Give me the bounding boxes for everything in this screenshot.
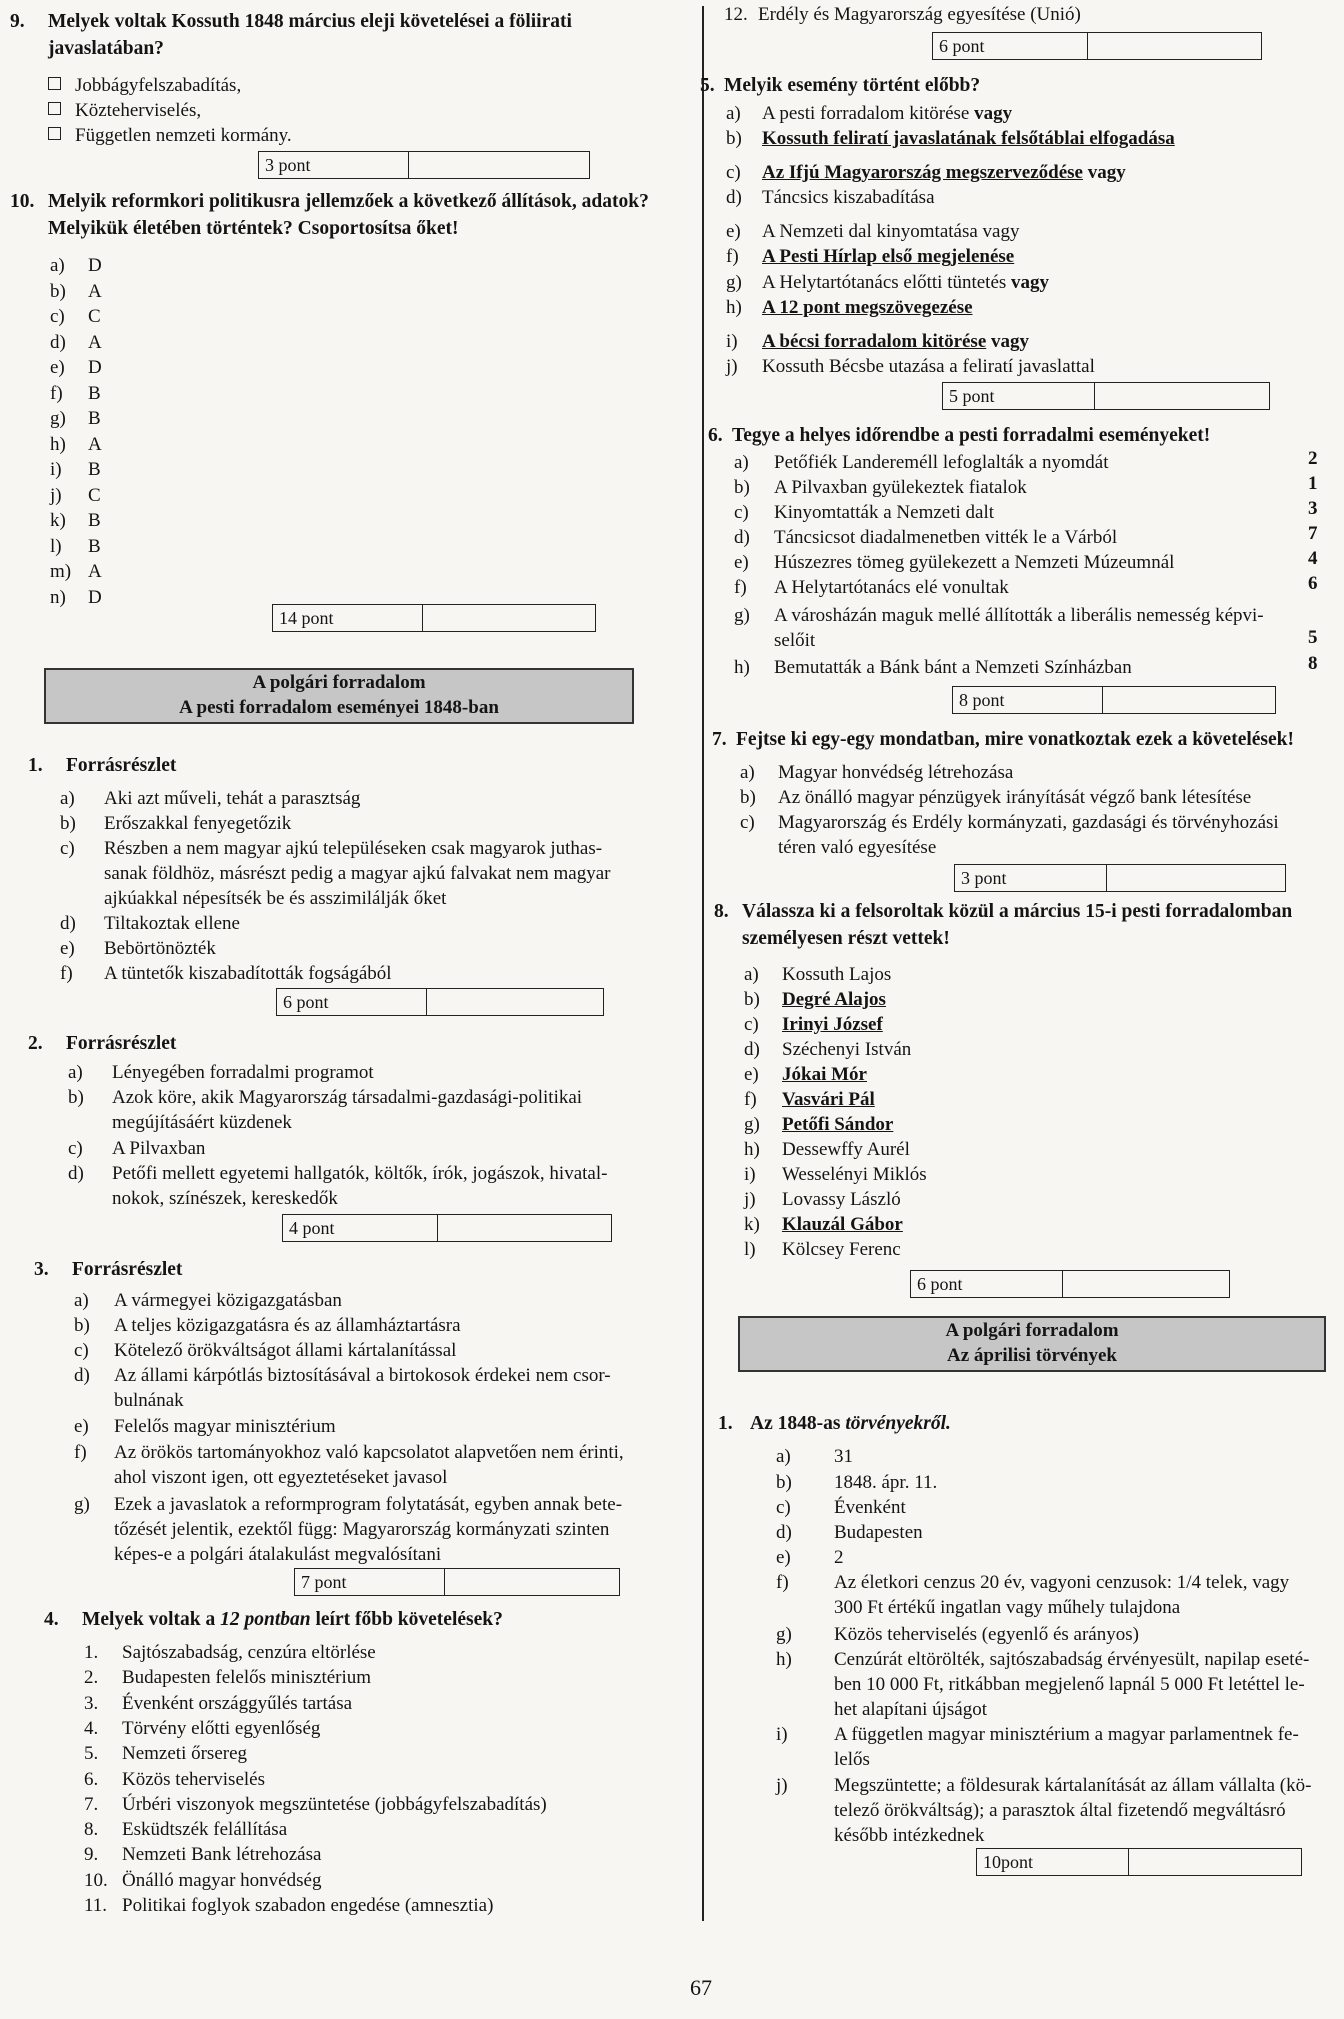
- list-item: a) A vármegyei közigazgatásban: [74, 1288, 664, 1313]
- list-item: a) D: [50, 255, 102, 276]
- list-item: c) Kinyomtatták a Nemzeti dalt 3: [734, 500, 1324, 525]
- list-item: a) Petőfiék Landereméll lefoglalták a nyomdát 2: [734, 450, 1324, 475]
- checkbox-icon[interactable]: [48, 77, 61, 90]
- item-text: Cenzúrát eltörölték, sajtószabadság érvényesült, napilap eseté-: [834, 1649, 1310, 1670]
- item-text: képes-e a polgári átalakulást megvalósítani: [114, 1544, 442, 1565]
- item-text: Erőszakkal fenyegetőzik: [104, 813, 292, 834]
- list-item: c) Évenként: [776, 1495, 1341, 1520]
- list-item: b) 1848. ápr. 11.: [776, 1470, 1341, 1495]
- list-item: l) B: [50, 535, 101, 557]
- item-text: Kötelező örökváltságot állami kártalanítással: [114, 1340, 457, 1361]
- item-text: Petőfi mellett egyetemi hallgatók, költők, írók, jogászok, hivatal-: [112, 1163, 608, 1184]
- score-box: 4 pont: [282, 1214, 612, 1242]
- item-text: Az önálló magyar pénzügyek irányítását végző bank létesítése: [778, 787, 1252, 808]
- list-item: c) Irinyi József: [744, 1012, 1304, 1037]
- question-text: Melyek voltak Kossuth 1848 március eleji követelései a föliirati javaslatában?: [48, 11, 572, 59]
- list-item: c) Magyarország és Erdély kormányzati, gazdasági és törvényhozási téren való egyesítése: [740, 810, 1330, 860]
- list-item: b) A Pilvaxban gyülekeztek fiatalok 1: [734, 475, 1324, 500]
- item-text: Megszüntette; a földesurak kártalanítását az állam vállalta (kö-: [834, 1775, 1312, 1796]
- item-text: Nemzeti Bank létrehozása: [122, 1844, 322, 1866]
- item-text: Táncsics kiszabadítása: [762, 187, 935, 208]
- list-item: g) A Helytartótanács előtti tüntetés vagy: [726, 272, 1050, 293]
- order-number: 2: [1308, 448, 1318, 469]
- list-item: 4. Törvény előtti egyenlőség: [84, 1716, 644, 1741]
- item-text: Húszezres tömeg gyülekezett a Nemzeti Múzeumnál: [774, 552, 1175, 573]
- score-box: 3 pont: [258, 151, 590, 179]
- item-text: tőzését jelentik, ezektől függ: Magyarország kormányzati szinten: [114, 1519, 610, 1540]
- list-item: f) Az életkori cenzus 20 év, vagyoni cenzusok: 1/4 telek, vagy 300 Ft értékű ingatlan vagy műhely tulajdona: [776, 1570, 1341, 1620]
- list-item: b) Kossuth feliratí javaslatának felsőtáblai elfogadása: [726, 126, 1326, 151]
- checkbox-icon[interactable]: [48, 102, 61, 115]
- list-item: l) Kölcsey Ferenc: [744, 1237, 1304, 1262]
- list-item: f) Vasvári Pál: [744, 1087, 1304, 1112]
- item-text: Nemzeti őrsereg: [122, 1743, 248, 1765]
- item-text: Azok köre, akik Magyarország társadalmi-gazdasági-politikai: [112, 1087, 583, 1108]
- item-text: Klauzál Gábor: [782, 1214, 903, 1235]
- list-item: i) B: [50, 459, 101, 480]
- item-text: 2: [834, 1547, 844, 1568]
- list-item: c) Az Ifjú Magyarország megszerveződése vagy: [726, 162, 1126, 183]
- question-number: 9.: [10, 11, 25, 32]
- list-item: k) Klauzál Gábor: [744, 1212, 1304, 1237]
- score-box: 10pont: [976, 1848, 1302, 1876]
- list-item: 8. Esküdtszék felállítása: [84, 1817, 644, 1842]
- list-item: b) Azok köre, akik Magyarország társadalmi-gazdasági-politikai megújításáért küzdenek: [68, 1085, 658, 1135]
- list-item: 11. Politikai foglyok szabadon engedése (amnesztia): [84, 1893, 644, 1918]
- order-number: 7: [1308, 523, 1318, 544]
- item-text: Közös teherviselés: [122, 1768, 265, 1790]
- item-text: Kossuth Lajos: [782, 964, 892, 985]
- question-9: [10, 8, 650, 62]
- list-item: d) Tiltakoztak ellene: [60, 911, 660, 936]
- question-6: 6. Tegye a helyes időrendbe a pesti forradalmi eseményeket!: [708, 425, 1211, 446]
- list-item: a) A pesti forradalom kitörése vagy: [726, 103, 1013, 124]
- list-item: c) Kötelező örökváltságot állami kártalanítással: [74, 1338, 664, 1363]
- item-text: Tiltakoztak ellene: [104, 913, 240, 934]
- item-text: ajkúakkal népesítsék be és asszimilálják őket: [104, 888, 447, 909]
- item-text: Magyarország és Erdély kormányzati, gazdasági és törvényhozási: [778, 812, 1279, 833]
- list-item: j) Kossuth Bécsbe utazása a feliratí javaslattal: [726, 354, 1326, 379]
- question-10: [10, 188, 650, 242]
- list-item: 1. Sajtószabadság, cenzúra eltörlése: [84, 1640, 644, 1665]
- list-item: d) Az állami kárpótlás biztosításával a birtokosok érdekei nem csor- bulnának: [74, 1363, 664, 1413]
- section-banner: A polgári forradalom A pesti forradalom eseményei 1848-ban: [44, 668, 634, 724]
- item-text: Táncsicsot diadalmenetben vitték le a Várból: [774, 527, 1118, 548]
- list-item: d) A: [50, 331, 102, 353]
- item-text: A teljes közigazgatásra és az államháztartásra: [114, 1315, 461, 1336]
- list-item: m) A: [50, 561, 102, 582]
- list-item: 2. Budapesten felelős minisztérium: [84, 1665, 644, 1690]
- list-item: h) Dessewffy Aurél: [744, 1137, 1304, 1162]
- list-item: b) Degré Alajos: [744, 987, 1304, 1012]
- list-item: a) 31: [776, 1444, 1341, 1469]
- score-box: 6 pont: [932, 32, 1262, 60]
- list-item: e) Húszezres tömeg gyülekezett a Nemzeti Múzeumnál 4: [734, 550, 1324, 575]
- list-item: 9. Nemzeti Bank létrehozása: [84, 1842, 644, 1867]
- list-item: a) Lényegében forradalmi programot: [68, 1060, 658, 1085]
- item-text: A Helytartótanács elé vonultak: [774, 577, 1009, 598]
- list-item: g) Petőfi Sándor: [744, 1112, 1304, 1137]
- item-text: het alapítani újságot: [834, 1699, 988, 1720]
- list-item: c) Részben a nem magyar ajkú településeken csak magyarok juthas- sanak földhöz, másrészt pedig a magyar ajkú falvakat nem magyar ajkúakkal népesítsék be és asszimilálják őket: [60, 836, 660, 911]
- item-text: 31: [834, 1446, 853, 1467]
- question-text: Melyik reformkori politikusra jellemzőek a következő állítások, adatok? Melyikük életében történtek? Csoportosítsa őket!: [48, 191, 649, 239]
- source-3-heading: 3. Forrásrészlet: [34, 1259, 183, 1280]
- list-item: e) Bebörtönözték: [60, 936, 660, 961]
- list-item: e) Felelős magyar minisztérium: [74, 1414, 664, 1439]
- option-2[interactable]: Közteherviselés,: [48, 98, 201, 123]
- list-item: h) Cenzúrát eltörölték, sajtószabadság érvényesült, napilap eseté- ben 10 000 Ft, ritkábban megjelenő lapnál 5 000 Ft letéttel le- het alapítani újságot: [776, 1647, 1341, 1722]
- item-text: Petőfi Sándor: [782, 1114, 894, 1135]
- list-item: a) Aki azt műveli, tehát a parasztság: [60, 786, 660, 811]
- source-2-heading: 2. Forrásrészlet: [28, 1033, 177, 1054]
- list-item: n) D: [50, 586, 102, 608]
- item-text: Az életkori cenzus 20 év, vagyoni cenzusok: 1/4 telek, vagy: [834, 1572, 1290, 1593]
- item-text: megújításáért küzdenek: [112, 1112, 292, 1133]
- item-text: Közös teherviselés (egyenlő és arányos): [834, 1624, 1139, 1645]
- item-text: sanak földhöz, másrészt pedig a magyar ajkú falvakat nem magyar: [104, 863, 611, 884]
- list-item: h) A 12 pont megszövegezése: [726, 295, 1326, 320]
- item-text: Kossuth Bécsbe utazása a feliratí javaslattal: [762, 356, 1095, 377]
- list-item: c) C: [50, 306, 101, 327]
- question-8: 8. Válassza ki a felsoroltak közül a március 15-i pesti forradalomban személyesen részt vettek!: [714, 901, 1293, 949]
- item-text: A 12 pont megszövegezése: [762, 297, 973, 318]
- item-text: Lényegében forradalmi programot: [112, 1062, 374, 1083]
- item-text: Dessewffy Aurél: [782, 1139, 910, 1160]
- option-3[interactable]: Független nemzeti kormány.: [48, 123, 292, 148]
- item-text: A Pilvaxban: [112, 1138, 206, 1159]
- list-item: 12. Erdély és Magyarország egyesítése (Unió): [724, 4, 1081, 25]
- item-text: selőit: [774, 630, 816, 651]
- score-box: 7 pont: [294, 1568, 620, 1596]
- item-text: Budapesten felelős minisztérium: [122, 1667, 372, 1689]
- list-item: 5. Nemzeti őrsereg: [84, 1741, 644, 1766]
- item-text: Önálló magyar honvédség: [122, 1869, 322, 1891]
- item-text: A tüntetők kiszabadították fogságából: [104, 963, 392, 984]
- list-item: b) Erőszakkal fenyegetőzik: [60, 811, 660, 836]
- option-1[interactable]: Jobbágyfelszabadítás,: [48, 73, 241, 98]
- item-text: Vasvári Pál: [782, 1089, 875, 1110]
- item-text: telező örökváltság); a parasztok által fizetendő megváltásró: [834, 1800, 1286, 1821]
- left-column: [0, 0, 660, 2019]
- item-text: Évenként országgyűlés tartása: [122, 1692, 353, 1714]
- list-item: j) C: [50, 484, 101, 506]
- item-text: Wesselényi Miklós: [782, 1164, 927, 1185]
- source-1-heading: 1. Forrásrészlet: [28, 755, 177, 776]
- right-column: [700, 0, 1344, 2019]
- checkbox-icon[interactable]: [48, 127, 61, 140]
- score-box: 5 pont: [942, 382, 1270, 410]
- list-item: 7. Úrbéri viszonyok megszüntetése (jobbágyfelszabadítás): [84, 1792, 644, 1817]
- item-text: A vármegyei közigazgatásban: [114, 1290, 342, 1311]
- item-text: Bemutatták a Bánk bánt a Nemzeti Színházban: [774, 657, 1132, 678]
- item-text: Irinyi József: [782, 1014, 883, 1035]
- order-number: 3: [1308, 498, 1318, 519]
- item-text: ben 10 000 Ft, ritkábban megjelenő lapnál 5 000 Ft letéttel le-: [834, 1674, 1305, 1695]
- question-5: 5. Melyik esemény történt előbb?: [700, 75, 981, 96]
- list-item: h) Bemutatták a Bánk bánt a Nemzeti Színházban 8: [734, 655, 1324, 680]
- item-text: Az állami kárpótlás biztosításával a birtokosok érdekei nem csor-: [114, 1365, 611, 1386]
- list-item: f) A tüntetők kiszabadították fogságából: [60, 961, 660, 986]
- item-text: Úrbéri viszonyok megszüntetése (jobbágyfelszabadítás): [122, 1793, 547, 1815]
- item-text: Az örökös tartományokhoz való kapcsolatot alapvetően nem érinti,: [114, 1442, 624, 1463]
- item-text: 1848. ápr. 11.: [834, 1472, 938, 1493]
- item-text: Bebörtönözték: [104, 938, 216, 959]
- item-text: Kinyomtatták a Nemzeti dalt: [774, 502, 995, 523]
- section-banner: A polgári forradalom Az áprilisi törvények: [738, 1316, 1326, 1372]
- item-text: később intézkednek: [834, 1825, 985, 1846]
- list-item: d) Budapesten: [776, 1520, 1341, 1545]
- list-item: i) Wesselényi Miklós: [744, 1162, 1304, 1187]
- list-item: f) A Helytartótanács elé vonultak 6: [734, 575, 1324, 600]
- item-text: Degré Alajos: [782, 989, 886, 1010]
- item-text: 300 Ft értékű ingatlan vagy műhely tulajdona: [834, 1597, 1181, 1618]
- item-text: Széchenyi István: [782, 1039, 912, 1060]
- item-text: Kossuth feliratí javaslatának felsőtáblai elfogadása: [762, 128, 1175, 149]
- question-7: 7. Fejtse ki egy-egy mondatban, mire vonatkoztak ezek a követelések!: [712, 729, 1295, 750]
- order-number: 8: [1308, 653, 1318, 674]
- item-text: Részben a nem magyar ajkú településeken csak magyarok juthas-: [104, 838, 603, 859]
- april-laws-question-1: 1. Az 1848-as törvényekről.: [718, 1413, 951, 1434]
- list-item: b) A teljes közigazgatásra és az államháztartásra: [74, 1313, 664, 1338]
- order-number: 4: [1308, 548, 1318, 569]
- list-item: 6. Közös teherviselés: [84, 1767, 644, 1792]
- list-item: g) Ezek a javaslatok a reformprogram folytatását, egyben annak bete- tőzését jelentik, ezektől függ: Magyarország kormányzati szinten képes-e a polgári átalakulást megvalósítani: [74, 1492, 664, 1567]
- question-number: 10.: [10, 191, 35, 212]
- list-item: f) B: [50, 382, 101, 404]
- list-item: e) 2: [776, 1545, 1341, 1570]
- list-item: e) Jókai Mór: [744, 1062, 1304, 1087]
- list-item: c) A Pilvaxban: [68, 1136, 658, 1161]
- list-item: g) Közös teherviselés (egyenlő és arányos): [776, 1622, 1341, 1647]
- list-item: i) A független magyar minisztérium a magyar parlamentnek fe- lelős: [776, 1722, 1341, 1772]
- item-text: A Pilvaxban gyülekeztek fiatalok: [774, 477, 1027, 498]
- list-item: f) Az örökös tartományokhoz való kapcsolatot alapvetően nem érinti, ahol viszont igen, ott egyeztetéseket javasol: [74, 1440, 664, 1490]
- list-item: g) A városházán maguk mellé állították a liberális nemesség képvi- selőit 5: [734, 603, 1324, 653]
- score-box: 6 pont: [910, 1270, 1230, 1298]
- page-number: 67: [690, 1975, 712, 2000]
- item-text: lelős: [834, 1749, 870, 1770]
- order-number: 1: [1308, 473, 1318, 494]
- list-item: d) Széchenyi István: [744, 1037, 1304, 1062]
- item-text: Törvény előtti egyenlőség: [122, 1717, 321, 1739]
- item-text: Ezek a javaslatok a reformprogram folytatását, egyben annak bete-: [114, 1494, 623, 1515]
- question-4: 4. Melyek voltak a 12 pontban leírt főbb követelések?: [44, 1609, 503, 1630]
- score-box: 8 pont: [952, 686, 1276, 714]
- item-text: Kölcsey Ferenc: [782, 1239, 901, 1260]
- item-text: bulnának: [114, 1390, 184, 1411]
- item-text: Politikai foglyok szabadon engedése (amnesztia): [122, 1895, 494, 1916]
- order-number: 5: [1308, 627, 1318, 648]
- list-item: j) Megszüntette; a földesurak kártalanítását az állam vállalta (kö- telező örökváltság); a parasztok által fizetendő megváltásró később intézkednek: [776, 1773, 1341, 1848]
- item-text: ahol viszont igen, ott egyeztetéseket javasol: [114, 1467, 448, 1488]
- item-text: A Nemzeti dal kinyomtatása vagy: [762, 221, 1020, 242]
- item-text: téren való egyesítése: [778, 837, 937, 858]
- list-item: j) Lovassy László: [744, 1187, 1304, 1212]
- list-item: e) D: [50, 357, 102, 378]
- item-text: A Pesti Hírlap első megjelenése: [762, 246, 1015, 267]
- list-item: k) B: [50, 510, 101, 531]
- order-number: 6: [1308, 573, 1318, 594]
- item-text: Felelős magyar minisztérium: [114, 1416, 336, 1437]
- list-item: 10. Önálló magyar honvédség: [84, 1868, 644, 1893]
- score-box: 3 pont: [954, 864, 1286, 892]
- list-item: h) A: [50, 433, 102, 455]
- item-text: A független magyar minisztérium a magyar parlamentnek fe-: [834, 1724, 1299, 1745]
- list-item: d) Petőfi mellett egyetemi hallgatók, költők, írók, jogászok, hivatal- nokok, színészek, kereskedők: [68, 1161, 658, 1211]
- item-text: Aki azt műveli, tehát a parasztság: [104, 788, 361, 809]
- list-item: a) Magyar honvédség létrehozása: [740, 760, 1330, 785]
- item-text: Évenként: [834, 1497, 906, 1518]
- item-text: Lovassy László: [782, 1189, 901, 1210]
- list-item: a) Kossuth Lajos: [744, 962, 1304, 987]
- item-text: Esküdtszék felállítása: [122, 1819, 288, 1841]
- score-box: 6 pont: [276, 988, 604, 1016]
- list-item: b) A: [50, 280, 102, 302]
- item-text: Jókai Mór: [782, 1064, 867, 1085]
- item-text: Magyar honvédség létrehozása: [778, 762, 1014, 783]
- list-item: 3. Évenként országgyűlés tartása: [84, 1691, 644, 1716]
- item-text: Sajtószabadság, cenzúra eltörlése: [122, 1642, 376, 1663]
- list-item: e) A Nemzeti dal kinyomtatása vagy: [726, 219, 1326, 244]
- item-text: Budapesten: [834, 1522, 923, 1543]
- list-item: g) B: [50, 408, 101, 429]
- item-text: Petőfiék Landereméll lefoglalták a nyomdát: [774, 452, 1109, 473]
- score-box: 14 pont: [272, 604, 596, 632]
- list-item: d) Táncsics kiszabadítása: [726, 185, 1326, 210]
- item-text: nokok, színészek, kereskedők: [112, 1188, 338, 1209]
- list-item: b) Az önálló magyar pénzügyek irányítását végző bank létesítése: [740, 785, 1330, 810]
- list-item: f) A Pesti Hírlap első megjelenése: [726, 244, 1326, 269]
- list-item: i) A bécsi forradalom kitörése vagy: [726, 331, 1030, 352]
- item-text: A városházán maguk mellé állították a liberális nemesség képvi-: [774, 605, 1264, 626]
- list-item: d) Táncsicsot diadalmenetben vitték le a Várból 7: [734, 525, 1324, 550]
